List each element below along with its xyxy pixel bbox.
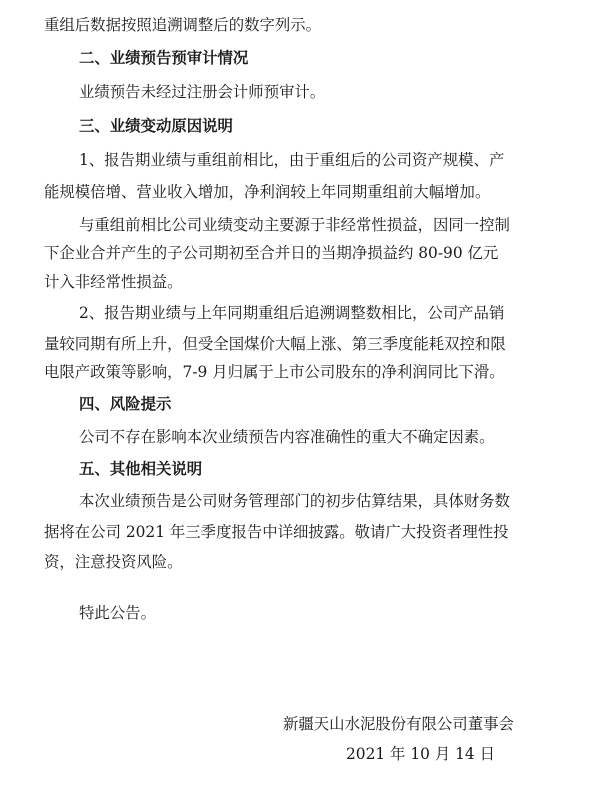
text-line-9: 量较同期有所上升，但受全国煤价大幅上涨、第三季度能耗双控和限 xyxy=(44,335,506,353)
section-heading-4: 四、风险提示 xyxy=(79,395,172,413)
text-line-8: 2、报告期业绩与上年同期重组后追溯调整数相比，公司产品销 xyxy=(79,304,505,322)
closing-line: 特此公告。 xyxy=(79,604,156,622)
text-line-11: 公司不存在影响本次业绩预告内容准确性的重大不确定因素。 xyxy=(79,428,495,446)
signature-company: 新疆天山水泥股份有限公司董事会 xyxy=(283,715,514,733)
section-heading-3: 三、业绩变动原因说明 xyxy=(79,117,233,135)
text-line-13: 据将在公司 2021 年三季度报告中详细披露。敬请广大投资者理性投 xyxy=(44,523,509,541)
text-line-6: 下企业合并产生的子公司期初至合并日的当期净损益约 80-90 亿元 xyxy=(44,244,499,262)
text-line-2: 业绩预告未经过注册会计师预审计。 xyxy=(79,83,326,101)
text-line-5: 与重组前相比公司业绩变动主要源于非经常性损益，因同一控制 xyxy=(79,216,510,234)
text-line-4: 能规模倍增、营业收入增加，净利润较上年同期重组前大幅增加。 xyxy=(44,183,491,201)
text-line-1: 重组后数据按照追溯调整后的数字列示。 xyxy=(44,16,322,34)
section-heading-5: 五、其他相关说明 xyxy=(79,460,203,478)
text-line-14: 资，注意投资风险。 xyxy=(44,553,183,571)
text-line-12: 本次业绩预告是公司财务管理部门的初步估算结果，具体财务数 xyxy=(79,492,510,510)
section-heading-2: 二、业绩预告预审计情况 xyxy=(79,49,249,67)
text-line-3: 1、报告期业绩与重组前相比，由于重组后的公司资产规模、产 xyxy=(79,151,505,169)
text-line-7: 计入非经常性损益。 xyxy=(44,273,183,291)
signature-date: 2021 年 10 月 14 日 xyxy=(346,745,495,763)
text-line-10: 电限产政策等影响，7-9 月归属于上市公司股东的净利润同比下滑。 xyxy=(44,363,505,381)
